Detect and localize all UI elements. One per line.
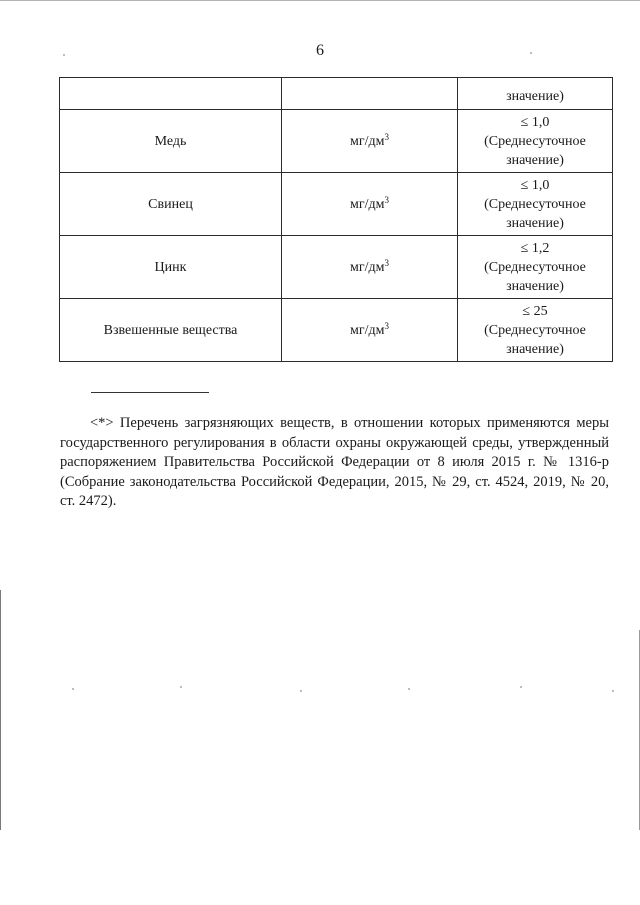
- limit-note-line: (Среднесуточное: [484, 259, 586, 275]
- limit-value-cell: [458, 173, 613, 236]
- table-row: [60, 110, 613, 173]
- table-cell-value: [458, 78, 613, 110]
- limit-note-line: значение): [506, 278, 564, 294]
- unit-cell: [282, 299, 458, 362]
- scan-speck: [180, 686, 182, 688]
- scan-speck: [63, 54, 65, 56]
- scan-edge-top: [0, 0, 640, 1]
- scan-speck: [612, 690, 614, 692]
- limit-note-line: значение): [506, 152, 564, 168]
- substance-name: Медь: [60, 110, 282, 173]
- table-row: [60, 173, 613, 236]
- substance-name: Взвешенные вещества: [60, 299, 282, 362]
- unit-cell: [282, 236, 458, 299]
- unit-base: мг/дм: [350, 196, 385, 212]
- limit-value: ≤ 1,0: [520, 177, 550, 193]
- unit-exponent: 3: [384, 194, 389, 205]
- unit-cell: [282, 173, 458, 236]
- table-row: [60, 299, 613, 362]
- substance-name: Свинец: [60, 173, 282, 236]
- limit-value: ≤ 25: [522, 303, 548, 319]
- unit-exponent: 3: [384, 131, 389, 142]
- scan-speck: [408, 688, 410, 690]
- scan-edge-left: [0, 590, 1, 830]
- limit-value: ≤ 1,2: [520, 240, 550, 256]
- limit-value-cell: [458, 299, 613, 362]
- page-number: 6: [316, 42, 324, 59]
- table-cell-name: [60, 78, 282, 110]
- limit-note-line: значение): [506, 215, 564, 231]
- limit-value-cell: [458, 110, 613, 173]
- limit-value-cell: [458, 236, 613, 299]
- footnote-text: <*> Перечень загрязняющих веществ, в отношении которых применяются меры государственного регулирования в области охраны окружающей среды, утвержденный распоряжением Правительства Российской Федерации от 8 июля 2015 г. № 1316-р (Собрание законодательства Российской Федерации, 2015, № 29, ст. 4524, 2019, № 20, ст. 2472).: [60, 415, 609, 509]
- pollutant-limits-table: [59, 77, 613, 362]
- table-cell-unit: [282, 78, 458, 110]
- unit-exponent: 3: [384, 257, 389, 268]
- unit-base: мг/дм: [350, 133, 385, 149]
- unit-cell: [282, 110, 458, 173]
- unit-base: мг/дм: [350, 322, 385, 338]
- scan-speck: [530, 52, 532, 54]
- footnote-separator: [91, 392, 209, 393]
- scan-speck: [520, 686, 522, 688]
- scan-speck: [72, 688, 74, 690]
- unit-base: мг/дм: [350, 259, 385, 275]
- limit-note-line: значение): [506, 341, 564, 357]
- limit-note-line: (Среднесуточное: [484, 196, 586, 212]
- table-row: [60, 236, 613, 299]
- limit-note-line: (Среднесуточное: [484, 133, 586, 149]
- table-row-continuation: [60, 78, 613, 110]
- value-note-line: значение): [506, 89, 564, 104]
- limit-value: ≤ 1,0: [520, 114, 550, 130]
- limit-note-line: (Среднесуточное: [484, 322, 586, 338]
- unit-exponent: 3: [384, 320, 389, 331]
- scan-speck: [300, 690, 302, 692]
- substance-name: Цинк: [60, 236, 282, 299]
